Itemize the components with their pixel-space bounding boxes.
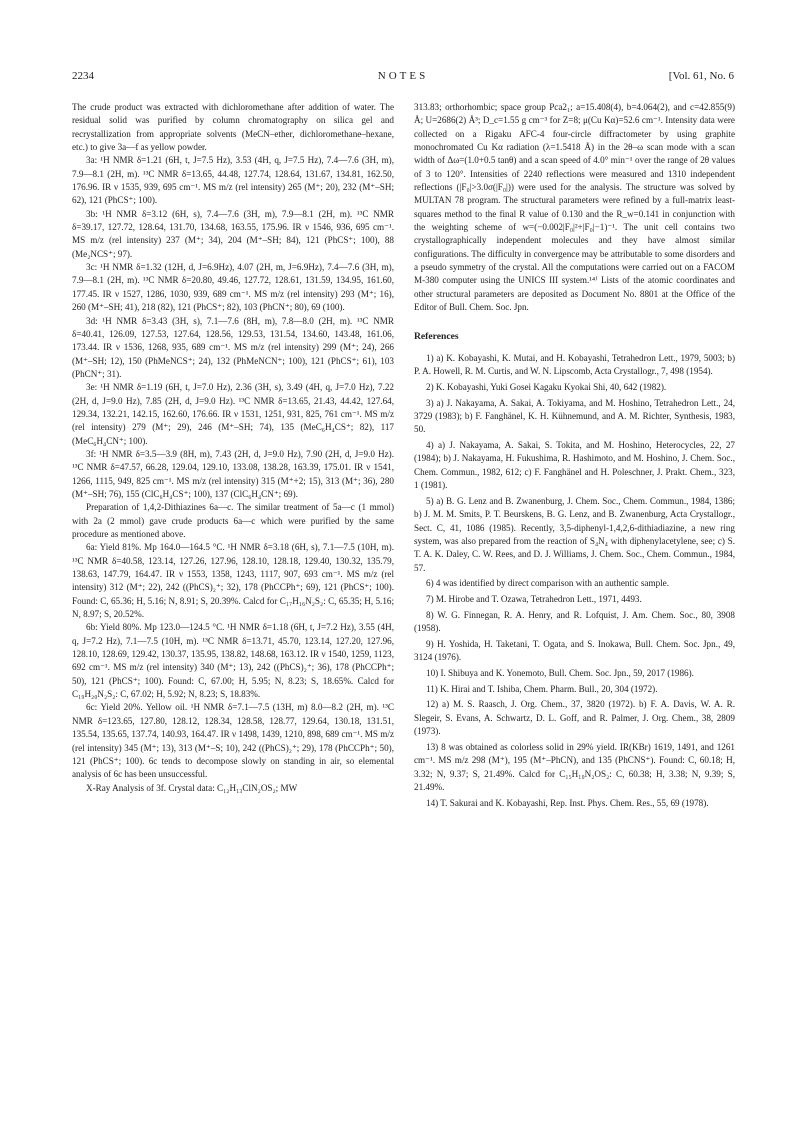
xray-crystal-data-paragraph: 313.83; orthorhombic; space group Pca2₁; a=15.408(4), b=4.064(2), and c=42.855(9) Å; U=2686(2) Å³; D_c=1.55 g cm⁻³ for Z=8; μ(Cu Kα)=52.6 cm⁻¹. Intensity data were collected on a Rigaku AFC-4 four-circle diffractometer by using graphite monochromated Cu Kα radiation (λ=1.5418 Å) in the 2θ–ω scan mode with a scan width of Δω=(1.0+0.5 tanθ) and a scan speed of 4.0° min⁻¹ over the range of 2θ values of 3 to 120°. Intensities of 2240 reflections were measured and 1310 independent reflections (|F₀|>3.0σ(|F₀|)) were used for the analysis. The structure was solved by MULTAN 78 program. The structural parameters were refined by a full-matrix least-squares method to the final R value of 0.130 and the R_w=0.141 in conjunction with the weighting scheme of w=(−0.002|F₀|²+|F₀|−1)⁻¹. The unit cell contains two crystallographically independent molecules and they have almost similar configurations. The difficulty in convergence may be attributable to some disorders and a pseudo symmetry of the crystal. All the computations were carried out on a FACOM M-380 computer using the UNICS III system.¹⁴⁾ Lists of the atomic coordinates and other structural parameters are deposited as Document No. 8801 at the Office of the Editor of Bull. Chem. Soc. Jpn.: [414, 102, 735, 313]
dithiazine-preparation-paragraph: Preparation of 1,4,2-Dithiazines 6a—c. The similar treatment of 5a—c (1 mmol) with 2a (2 mmol) gave crude products 6a—c which were purified by the same procedure as mentioned above.: [72, 502, 394, 539]
xray-analysis-intro: X-Ray Analysis of 3f. Crystal data: C₁₂H₁₃ClN₂OS₂; MW: [86, 782, 298, 793]
reference-item: 3) a) J. Nakayama, A. Sakai, A. Tokiyama, and M. Hoshino, Tetrahedron Lett., 24, 3729 (1983); b) F. Fanghänel, K. H. Kühnemund, and A. M. Richter, Synthesis, 1983, 50.: [414, 397, 735, 435]
right-column: [414, 101, 735, 812]
reference-item: 5) a) B. G. Lenz and B. Zwanenburg, J. Chem. Soc., Chem. Commun., 1984, 1386; b) J. M. M. Smits, P. T. Beurskens, B. G. Lenz, and B. Zwanenburg, Acta Crystallogr., Sect. C, 41, 1086 (1985). Recently, 3,5-diphenyl-1,4,2,6-dithiadiazine, a new ring system, was also prepared from the reaction of S₄N₄ with diphenylacetylene, see; c) S. T. A. K. Daley, C. W. Rees, and D. J. Williams, J. Chem. Soc., Chem. Commun., 1984, 57.: [414, 495, 735, 573]
reference-item: 10) I. Shibuya and K. Yonemoto, Bull. Chem. Soc. Jpn., 59, 2017 (1986).: [426, 667, 694, 678]
compound-3d-data: 3d: ¹H NMR δ=3.43 (3H, s), 7.1—7.6 (8H, m), 7.8—8.0 (2H, m). ¹³C NMR δ=40.41, 126.09, 127.53, 127.64, 128.56, 129.53, 131.54, 134.60, 143.48, 161.06, 173.44. IR ν 1536, 1268, 935, 689 cm⁻¹. MS m/z (rel intensity) 299 (M⁺; 24), 266 (M⁺–SH; 12), 150 (PhMeNCS⁺; 24), 132 (PhMeNCN⁺; 100), 121 (PhCS⁺; 61), 103 (PhCN⁺; 31).: [72, 315, 394, 379]
page-number: 2234: [72, 70, 94, 82]
reference-item: 2) K. Kobayashi, Yuki Gosei Kagaku Kyokai Shi, 40, 642 (1982).: [426, 381, 667, 392]
reference-item: 11) K. Hirai and T. Ishiba, Chem. Pharm. Bull., 20, 304 (1972).: [426, 683, 658, 694]
reference-item: 14) T. Sakurai and K. Kobayashi, Rep. Inst. Phys. Chem. Res., 55, 69 (1978).: [426, 797, 709, 808]
reference-item: 12) a) M. S. Raasch, J. Org. Chem., 37, 3820 (1972). b) F. A. Davis, W. A. R. Slegeir, S. Evans, A. Schwartz, D. L. Goff, and R. Palmer, J. Org. Chem., 38, 2809 (1973).: [414, 699, 735, 737]
reference-item: 9) H. Yoshida, H. Taketani, T. Ogata, and S. Inokawa, Bull. Chem. Soc. Jpn., 49, 3124 (1976).: [414, 638, 735, 663]
reference-item: 8) W. G. Finnegan, R. A. Henry, and R. Lofquist, J. Am. Chem. Soc., 80, 3908 (1958).: [414, 609, 735, 634]
compound-3f-data: 3f: ¹H NMR δ=3.5—3.9 (8H, m), 7.43 (2H, d, J=9.0 Hz), 7.90 (2H, d, J=9.0 Hz). ¹³C NMR δ=47.57, 66.28, 129.04, 129.10, 133.08, 138.28, 163.39, 175.01. IR ν 1541, 1266, 1115, 949, 825 cm⁻¹. MS m/z (rel intensity) 315 (M⁺+2; 15), 313 (M⁺; 36), 280 (M⁺–SH; 76), 155 (ClC₆H₄CS⁺; 100), 137 (ClC₆H₄CN⁺; 69).: [72, 448, 394, 499]
compound-3a-data: 3a: ¹H NMR δ=1.21 (6H, t, J=7.5 Hz), 3.53 (4H, q, J=7.5 Hz), 7.4—7.6 (3H, m), 7.9—8.1 (2H, m). ¹³C NMR δ=13.65, 44.48, 127.74, 128.64, 131.67, 134.81, 162.50, 176.96. IR ν 1535, 939, 695 cm⁻¹. MS m/z (rel intensity) 265 (M⁺; 20), 232 (M⁺–SH; 62), 121 (PhCS⁺; 100).: [72, 155, 394, 206]
workup-paragraph: The crude product was extracted with dichloromethane after addition of water. The residual solid was purified by column chromatography on silica gel and recrystallization from appropriate solvents (MeCN–ether, dichloromethane–hexane, etc.) to give 3a—f as yellow powder.: [72, 102, 394, 153]
references-heading: References: [414, 330, 459, 342]
reference-item: 6) 4 was identified by direct comparison with an authentic sample.: [426, 578, 670, 589]
compound-3e-data: 3e: ¹H NMR δ=1.19 (6H, t, J=7.0 Hz), 2.36 (3H, s), 3.49 (4H, q, J=7.0 Hz), 7.22 (2H, d, J=9.0 Hz), 7.85 (2H, d, J=9.0 Hz). ¹³C NMR δ=13.65, 21.43, 44.42, 127.64, 129.34, 132.21, 142.15, 162.60, 176.66. IR ν 1531, 1251, 931, 825, 761 cm⁻¹. MS m/z (rel intensity) 279 (M⁺; 29), 246 (M⁺–SH; 74), 135 (MeC₆H₄CS⁺; 82), 117 (MeC₆H₄CN⁺; 100).: [72, 382, 394, 446]
compound-6c-data: 6c: Yield 20%. Yellow oil. ¹H NMR δ=7.1—7.5 (13H, m) 8.0—8.2 (2H, m). ¹³C NMR δ=123.65, 127.80, 128.12, 128.34, 128.58, 128.77, 129.64, 130.18, 131.51, 135.54, 135.65, 137.74, 140.93, 164.47. IR ν 1498, 1439, 1210, 898, 689 cm⁻¹. MS m/z (rel intensity) 345 (M⁺; 13), 313 (M⁺–S; 10), 242 ((PhCS)₂⁺; 29), 178 (PhCCPh⁺; 50), 121 (PhCS⁺; 100). 6c tends to decompose slowly on standing in air, so elemental analysis of 6c has been unsuccessful.: [72, 702, 394, 780]
compound-3c-data: 3c: ¹H NMR δ=1.32 (12H, d, J=6.9Hz), 4.07 (2H, m, J=6.9Hz), 7.4—7.6 (3H, m), 7.9—8.1 (2H, m). ¹³C NMR δ=20.80, 49.46, 127.72, 128.61, 131.59, 134.95, 161.60, 177.45. IR ν 1527, 1286, 1030, 939, 689 cm⁻¹. MS m/z (rel intensity) 293 (M⁺; 16), 260 (M⁺–SH; 41), 218 (82), 121 (PhCS⁺; 82), 103 (PhCN⁺; 80), 69 (100).: [72, 262, 394, 313]
running-header: [72, 70, 734, 86]
reference-list: [414, 352, 735, 810]
reference-item: 1) a) K. Kobayashi, K. Mutai, and H. Kobayashi, Tetrahedron Lett., 1979, 5003; b) P. A. Howell, R. M. Curtis, and W. N. Lipscomb, Acta Crystallogr., 7, 498 (1954).: [414, 352, 735, 377]
compound-6a-data: 6a: Yield 81%. Mp 164.0—164.5 °C. ¹H NMR δ=3.18 (6H, s), 7.1—7.5 (10H, m). ¹³C NMR δ=40.58, 123.14, 127.26, 127.96, 128.10, 128.18, 129.40, 130.32, 135.79, 138.63, 147.79, 164.47. IR ν 1553, 1358, 1243, 1117, 907, 693 cm⁻¹. MS m/z (rel intensity) 312 (M⁺; 22), 242 ((PhCS)₂⁺; 32), 178 (PhCCPh⁺; 69), 121 (PhCS⁺; 100). Found: C, 65.36; H, 5.16; N, 8.91; S, 20.39%. Calcd for C₁₇H₁₆N₂S₂: C, 65.35; H, 5.16; N, 8.97; S, 20.52%.: [72, 542, 394, 620]
compound-6b-data: 6b: Yield 80%. Mp 123.0—124.5 °C. ¹H NMR δ=1.18 (6H, t, J=7.2 Hz), 3.55 (4H, q, J=7.2 Hz), 7.1—7.5 (10H, m). ¹³C NMR δ=13.71, 45.70, 123.14, 127.20, 127.96, 128.10, 128.69, 129.42, 130.37, 135.95, 138.82, 148.68, 163.12. IR ν 1540, 1259, 1123, 692 cm⁻¹. MS m/z (rel intensity) 340 (M⁺; 13), 242 ((PhCS)₂⁺; 36), 178 (PhCCPh⁺; 50), 121 (PhCS⁺; 100). Found: C, 67.00; H, 5.95; N, 8.23; S, 18.65%. Calcd for C₁₉H₂₀N₂S₂: C, 67.02; H, 5.92; N, 8.23; S, 18.83%.: [72, 622, 394, 700]
volume-issue: [Vol. 61, No. 6: [668, 70, 734, 82]
left-column: [72, 101, 394, 795]
reference-item: 4) a) J. Nakayama, A. Sakai, S. Tokita, and M. Hoshino, Heterocycles, 22, 27 (1984); b) J. Nakayama, H. Fukushima, R. Hashimoto, and M. Hoshino, J. Chem. Soc., Chem. Commun., 1982, 612; c) F. Fanghänel and H. Poleschner, J. Prakt. Chem., 323, 1 (1981).: [414, 440, 735, 491]
journal-section-title: NOTES: [377, 70, 429, 82]
reference-item: 7) M. Hirobe and T. Ozawa, Tetrahedron Lett., 1971, 4493.: [426, 594, 642, 605]
compound-3b-data: 3b: ¹H NMR δ=3.12 (6H, s), 7.4—7.6 (3H, m), 7.9—8.1 (2H, m). ¹³C NMR δ=39.17, 127.72, 128.64, 131.70, 134.68, 163.55, 175.96. IR ν 1546, 936, 695 cm⁻¹. MS m/z (rel intensity) 237 (M⁺; 34), 204 (M⁺–SH; 84), 121 (PhCS⁺; 100), 88 (Me₂NCS⁺; 97).: [72, 208, 394, 259]
reference-item: 13) 8 was obtained as colorless solid in 29% yield. IR(KBr) 1619, 1491, and 1261 cm⁻¹. MS m/z 298 (M⁺), 195 (M⁺–PhCN), and 135 (PhCNS⁺). Found: C, 60.18; H, 3.32; N, 9.37; S, 21.49%. Calcd for C₁₅H₁₀N₂OS₂: C, 60.38; H, 3.38; N, 9.39; S, 21.49%.: [414, 741, 735, 792]
